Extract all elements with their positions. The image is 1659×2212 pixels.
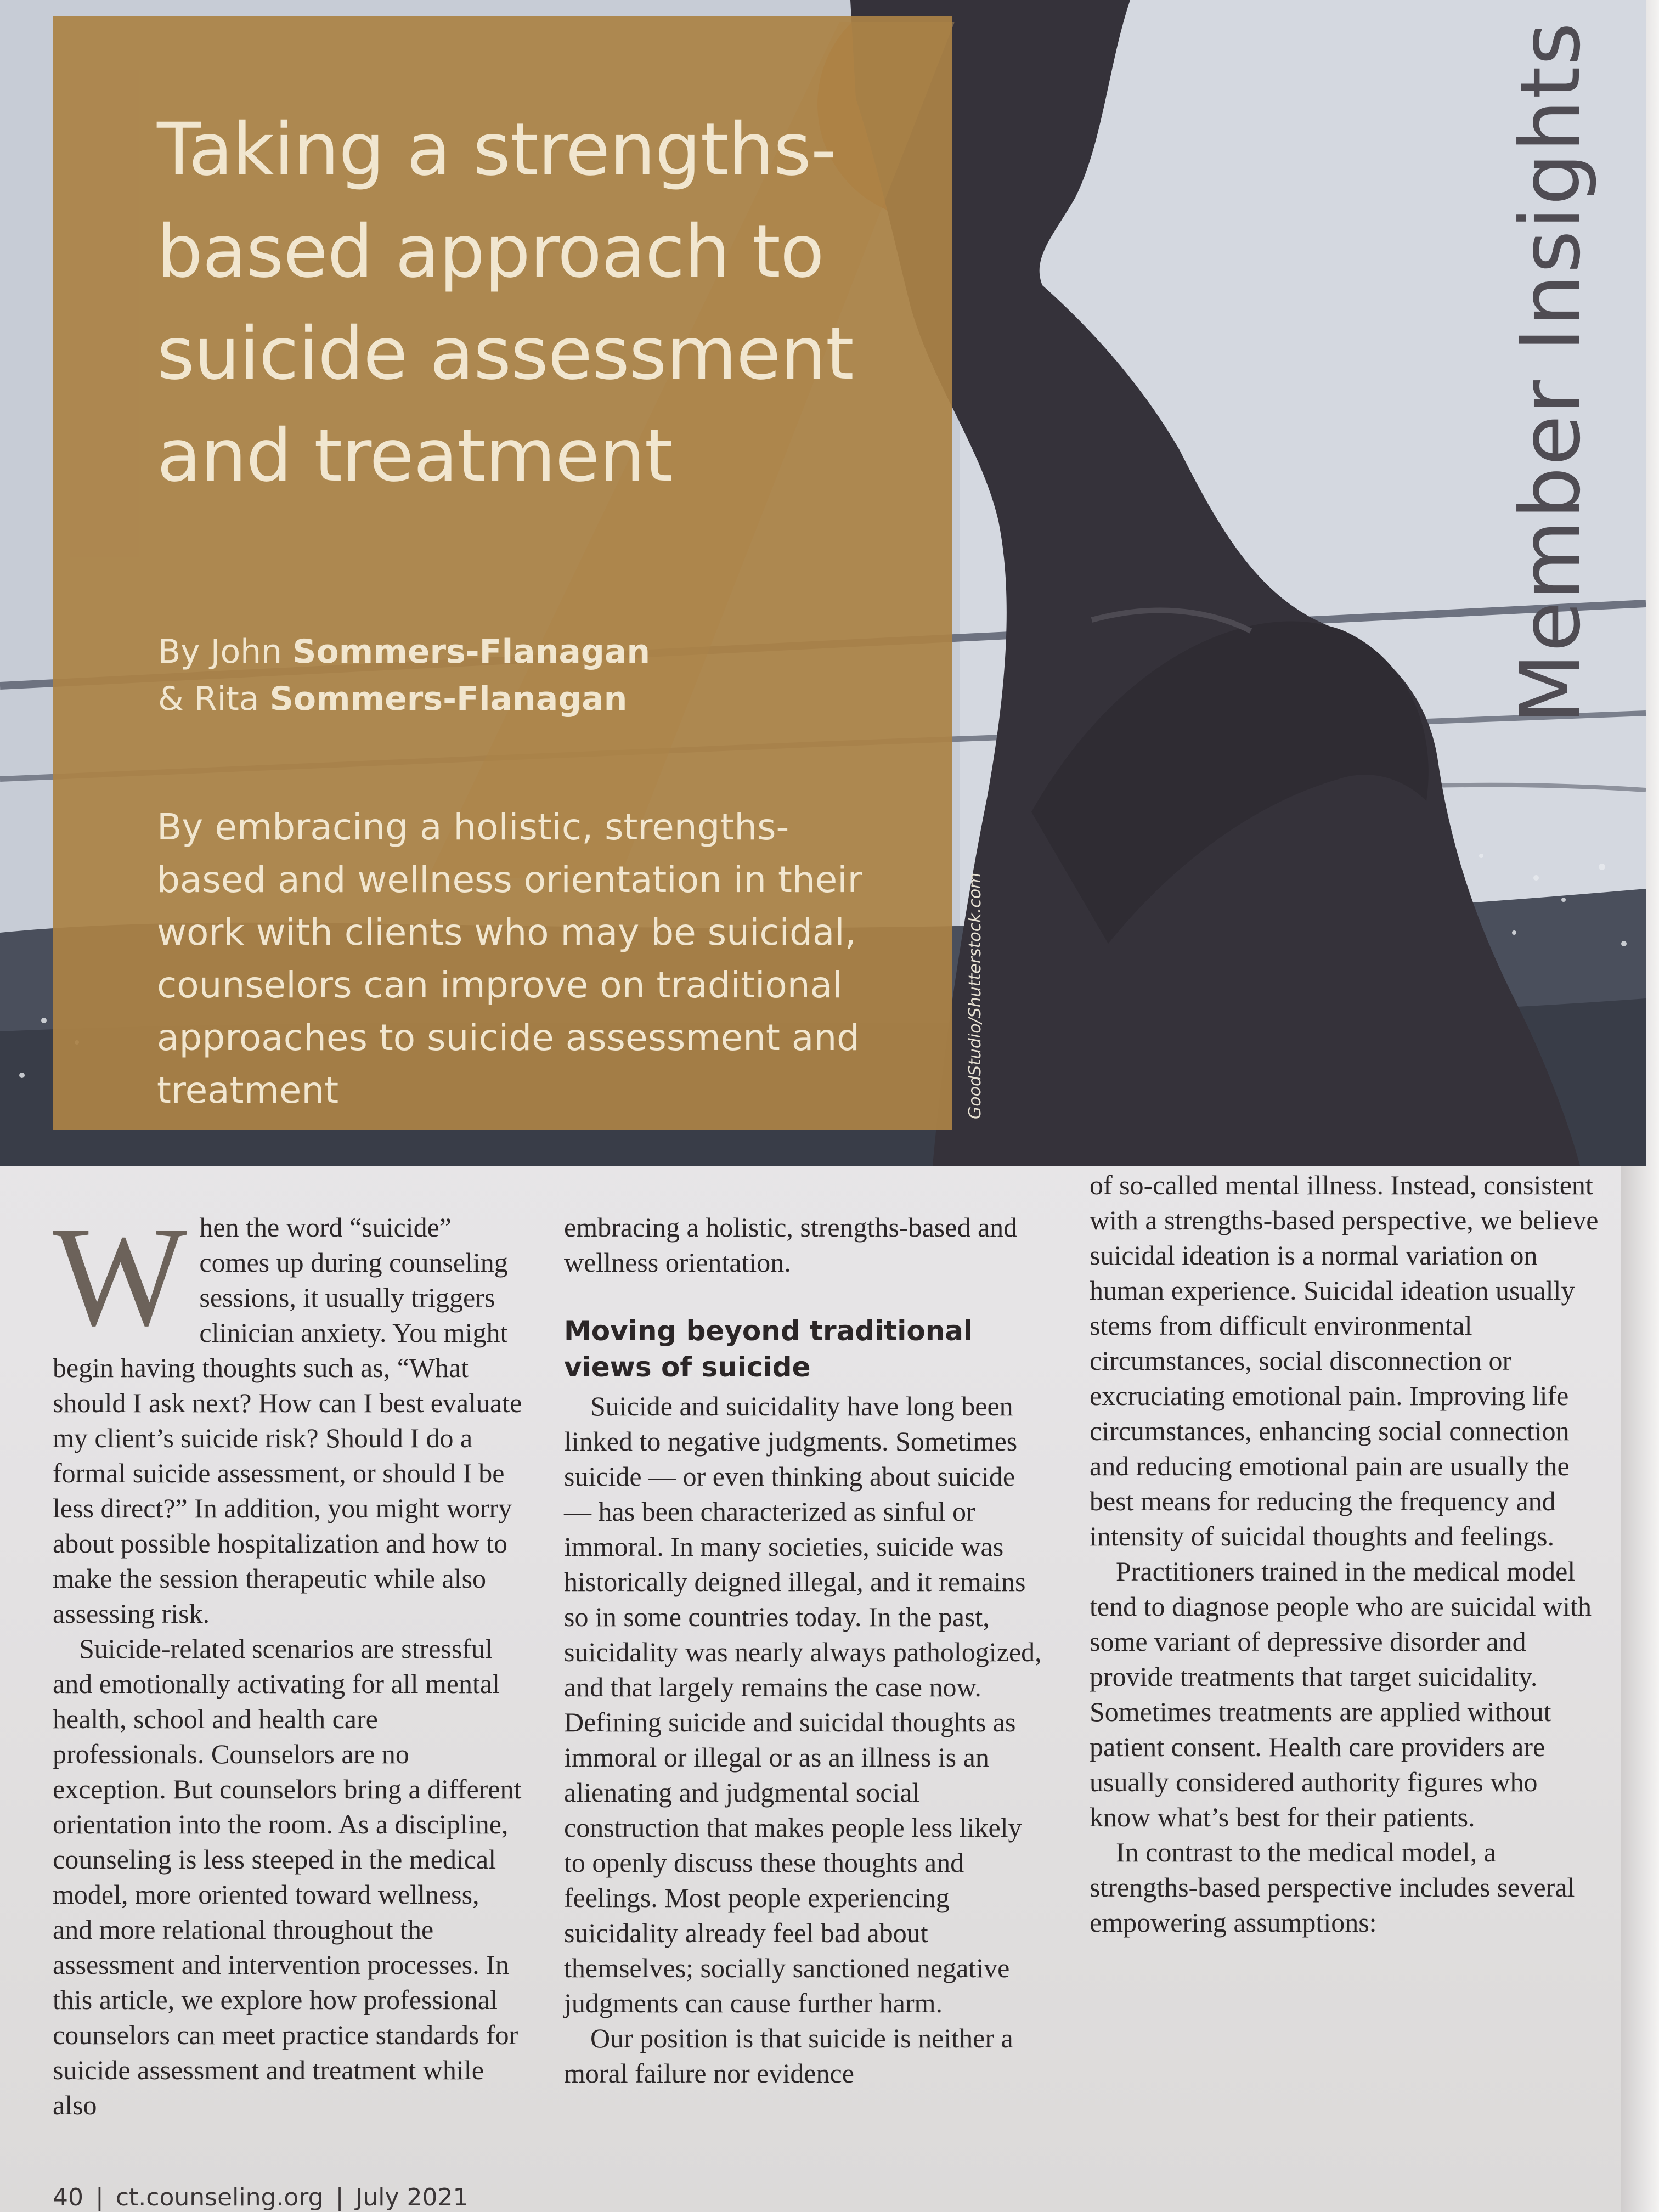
author2-last-name: Sommers-Flanagan <box>269 680 628 718</box>
section-label: Member Insights <box>1503 21 1599 724</box>
paragraph: Suicide and suicidality have long been linked to negative judgments. Sometimes suicide — or even thinking about suicide — has been characterized as sinful or immoral. In many societies, suicide was historically deigned illegal, and it remains so in some countries today. In the past, suicidality was nearly always pathologized, and that largely remains the case now. Defining suicide and suicidal thoughts as immoral or illegal or as an illness is an alienating and judgmental social construction that makes people less likely to openly discuss these thoughts and feelings. Most people experiencing suicidality already feel bad about themselves; socially sanctioned negative judgments can cause further harm. <box>564 1391 1042 2018</box>
drop-cap: W <box>53 1198 188 1356</box>
paragraph: embracing a holistic, strengths-based and wellness orientation. <box>564 1212 1018 1278</box>
paragraph: Practitioners trained in the medical model tend to diagnose people who are suicidal with some variant of depressive disorder and provide treatments that target suicidality. Sometimes treatments are applied without patient consent. Health care providers are usually considered authority figures who know what’s best for their patients. <box>1090 1556 1592 1832</box>
footer-separator: | <box>95 2183 104 2211</box>
author1-last-name: Sommers-Flanagan <box>292 633 651 671</box>
author2-first-name: Rita <box>194 680 259 718</box>
article-deck: By embracing a holistic, strengths-based and wellness orientation in their work with clients who may be suicidal, counselors can improve on traditional approaches to suicide assessment and treatment <box>157 806 862 1111</box>
author1-first-name: John <box>210 633 283 671</box>
photo-credit: GoodStudio/Shutterstock.com <box>966 872 985 1119</box>
article-title: Taking a strengths-based approach to suicide assessment and treatment <box>157 108 854 498</box>
byline-join: & <box>158 680 184 718</box>
byline <box>158 628 816 723</box>
footer-separator-2: | <box>335 2183 344 2211</box>
paragraph: Our position is that suicide is neither a moral failure nor evidence <box>564 2023 1013 2089</box>
body-column-3 <box>1090 1167 1600 1940</box>
page-footer <box>53 2183 711 2211</box>
section-subhead: Moving beyond traditional views of suicide <box>564 1315 973 1383</box>
paragraph: Suicide-related scenarios are stressful and emotionally activating for all mental health, school and health care professionals. Counselors are no exception. But counselors bring a different orientation into the room. As a discipline, counseling is less steeped in the medical model, more oriented toward wellness, and more relational throughout the assessment and intervention processes. In this article, we explore how professional counselors can meet practice standards for suicide assessment and treatment while also <box>53 1633 522 2120</box>
body-column-1 <box>53 1198 524 2123</box>
paragraph-text: hen the word “suicide” comes up during counseling sessions, it usually triggers clinician anxiety. You might begin having thoughts such as, “What should I ask next? How can I best evaluate my client’s suicide risk? Should I do a formal suicide assessment, or should I be less direct?” In addition, you might worry about possible hospitalization and how to make the session therapeutic while also assessing risk. <box>53 1212 522 1629</box>
paragraph: of so-called mental illness. Instead, consistent with a strengths-based perspective, we believe suicidal ideation is a normal variation on human experience. Suicidal ideation usually stems from difficult environmental circumstances, social disconnection or excruciating emotional pain. Improving life circumstances, enhancing social connection and reducing emotional pain are usually the best means for reducing the frequency and intensity of suicidal thoughts and feelings. <box>1090 1170 1599 1551</box>
title-panel <box>53 16 952 1130</box>
page-number: 40 <box>53 2183 83 2211</box>
paragraph <box>53 1198 524 1631</box>
body-column-2 <box>564 1210 1047 2091</box>
byline-prefix: By <box>158 633 200 671</box>
footer-site: ct.counseling.org <box>115 2183 324 2211</box>
paragraph: In contrast to the medical model, a strengths-based perspective includes several empowering assumptions: <box>1090 1837 1575 1938</box>
footer-issue: July 2021 <box>356 2183 469 2211</box>
